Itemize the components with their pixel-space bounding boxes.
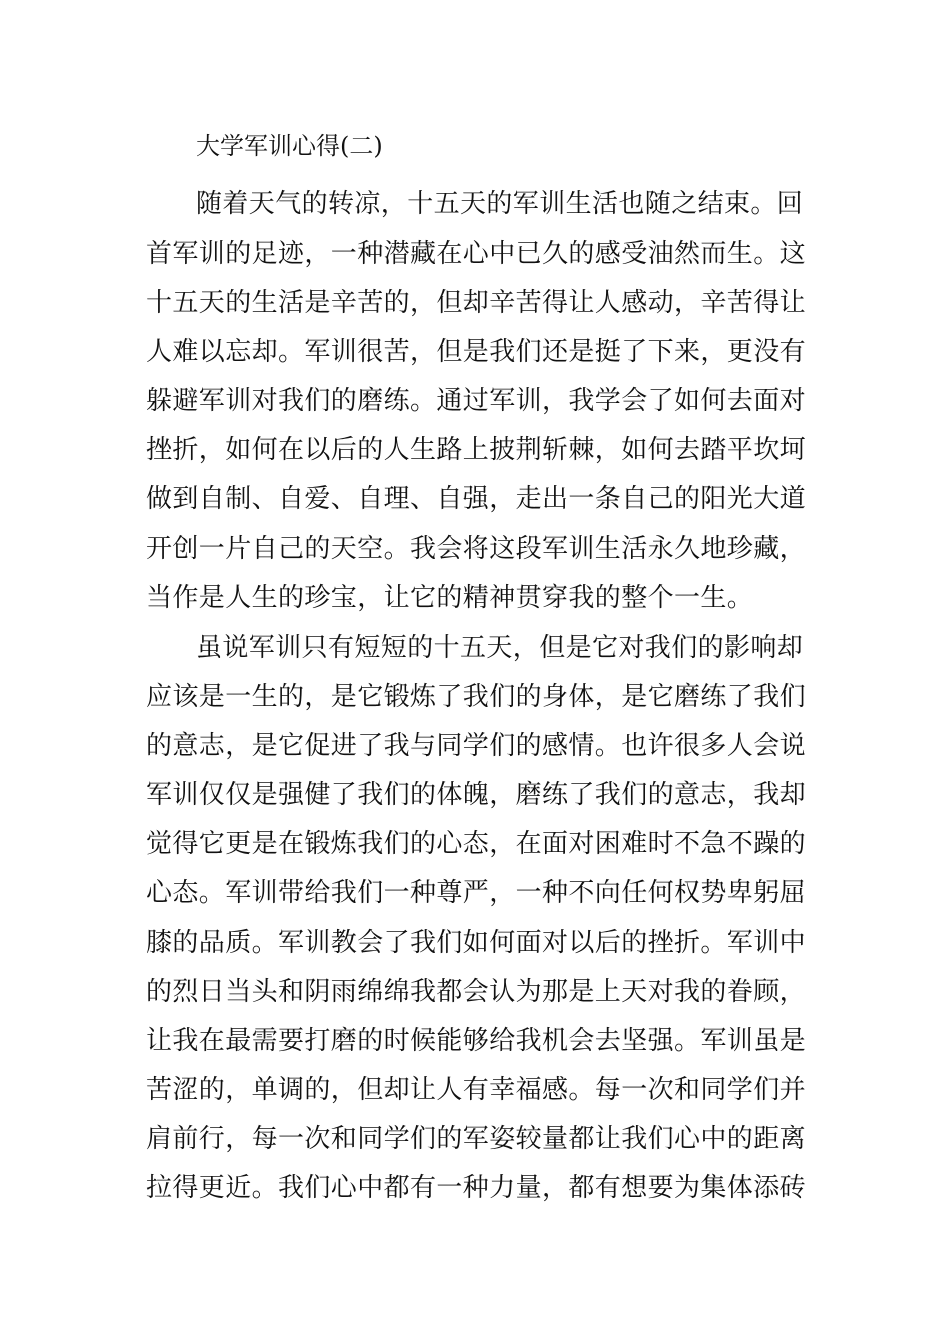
paragraph-line: 觉得它更是在锻炼我们的心态，在面对困难时不急不躁的 xyxy=(146,829,807,859)
paragraph-line: 当作是人生的珍宝，让它的精神贯穿我的整个一生。 xyxy=(146,583,754,613)
paragraph-line: 心态。军训带给我们一种尊严，一种不向任何权势卑躬屈 xyxy=(146,878,807,908)
paragraph-line: 首军训的足迹，一种潜藏在心中已久的感受油然而生。这 xyxy=(146,239,807,269)
paragraph-line: 躲避军训对我们的磨练。通过军训，我学会了如何去面对 xyxy=(146,386,807,416)
paragraph-line: 虽说军训只有短短的十五天，但是它对我们的影响却 xyxy=(196,633,804,663)
paragraph-line: 膝的品质。军训教会了我们如何面对以后的挫折。军训中 xyxy=(146,928,807,958)
paragraph-line: 让我在最需要打磨的时候能够给我机会去坚强。军训虽是 xyxy=(146,1026,807,1056)
paragraph-line: 十五天的生活是辛苦的，但却辛苦得让人感动，辛苦得让 xyxy=(146,288,807,318)
paragraph-line: 随着天气的转凉，十五天的军训生活也随之结束。回 xyxy=(196,189,804,219)
paragraph-line: 做到自制、自爱、自理、自强，走出一条自己的阳光大道 xyxy=(146,484,807,514)
paragraph-line: 拉得更近。我们心中都有一种力量，都有想要为集体添砖 xyxy=(146,1173,807,1203)
paragraph-line: 苦涩的，单调的，但却让人有幸福感。每一次和同学们并 xyxy=(146,1075,807,1105)
paragraph-line: 应该是一生的，是它锻炼了我们的身体，是它磨练了我们 xyxy=(146,682,807,712)
document-title: 大学军训心得(二) xyxy=(196,132,383,160)
paragraph-line: 开创一片自己的天空。我会将这段军训生活永久地珍藏， xyxy=(146,534,807,564)
paragraph-line: 人难以忘却。军训很苦，但是我们还是挺了下来，更没有 xyxy=(146,337,807,367)
paragraph-line: 肩前行，每一次和同学们的军姿较量都让我们心中的距离 xyxy=(146,1124,807,1154)
paragraph-line: 挫折，如何在以后的人生路上披荆斩棘，如何去踏平坎坷 xyxy=(146,435,807,465)
paragraph-line: 军训仅仅是强健了我们的体魄，磨练了我们的意志，我却 xyxy=(146,780,807,810)
paragraph-line: 的意志，是它促进了我与同学们的感情。也许很多人会说 xyxy=(146,731,807,761)
paragraph-line: 的烈日当头和阴雨绵绵我都会认为那是上天对我的眷顾， xyxy=(146,977,807,1007)
